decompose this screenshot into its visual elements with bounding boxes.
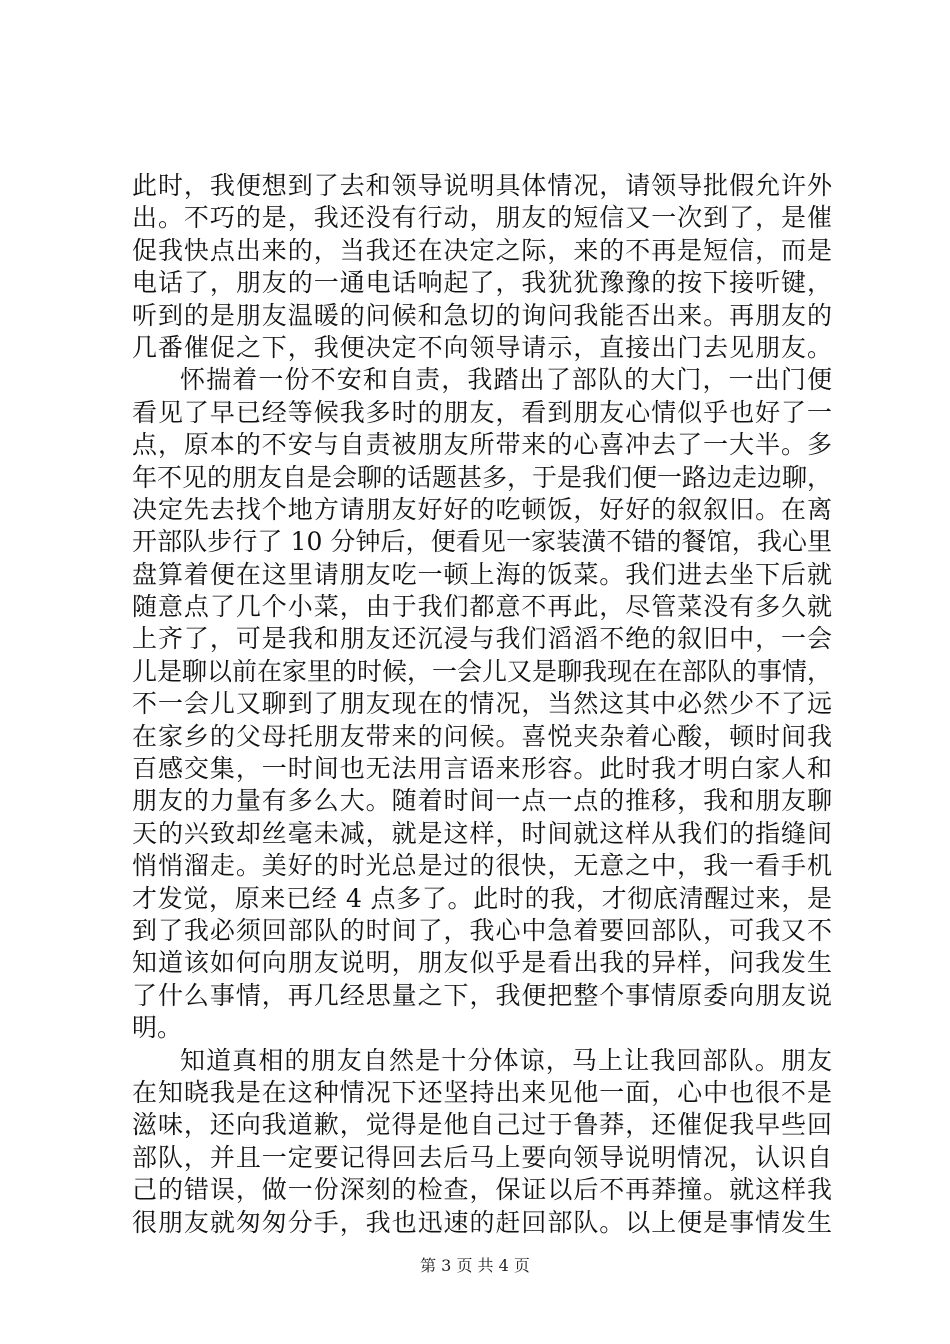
text-line: 年不见的朋友自是会聊的话题甚多，于是我们便一路边走边聊， bbox=[132, 462, 833, 492]
text-line: 知道该如何向朋友说明，朋友似乎是看出我的异样，问我发生 bbox=[132, 948, 832, 978]
text-line: 滋味，还向我道歉，觉得是他自己过于鲁莽，还催促我早些回 bbox=[132, 1110, 832, 1140]
text-line: 随意点了几个小菜，由于我们都意不再此，尽管菜没有多久就 bbox=[132, 592, 832, 622]
text-line: 到了我必须回部队的时间了，我心中急着要回部队，可我又不 bbox=[132, 915, 832, 945]
text-line: 出。不巧的是，我还没有行动，朋友的短信又一次到了，是催 bbox=[132, 203, 832, 233]
text-line: 盘算着便在这里请朋友吃一顿上海的饭菜。我们进去坐下后就 bbox=[132, 559, 832, 589]
page-number-footer: 第 3 页 共 4 页 bbox=[420, 1256, 530, 1275]
text-line: 看见了早已经等候我多时的朋友，看到朋友心情似乎也好了一 bbox=[132, 397, 832, 427]
text-line: 在家乡的父母托朋友带来的问候。喜悦夹杂着心酸，顿时间我 bbox=[132, 721, 832, 751]
paragraph-start-line: 怀揣着一份不安和自责，我踏出了部队的大门，一出门便 bbox=[180, 365, 832, 395]
text-line: 决定先去找个地方请朋友好好的吃顿饭，好好的叙叙旧。在离 bbox=[132, 494, 832, 524]
body-text bbox=[132, 170, 832, 1239]
text-line: 儿是聊以前在家里的时候，一会儿又是聊我现在在部队的事情， bbox=[132, 656, 833, 686]
text-line: 电话了，朋友的一通电话响起了，我犹犹豫豫的按下接听键， bbox=[132, 268, 832, 298]
text-line: 了什么事情，再几经思量之下，我便把整个事情原委向朋友说 bbox=[132, 980, 832, 1010]
paragraph-end-line: 明。 bbox=[132, 1013, 183, 1043]
text-line: 不一会儿又聊到了朋友现在的情况，当然这其中必然少不了远 bbox=[132, 689, 832, 719]
text-line: 百感交集，一时间也无法用言语来形容。此时我才明白家人和 bbox=[132, 754, 832, 784]
text-line: 几番催促之下，我便决定不向领导请示，直接出门去见朋友。 bbox=[132, 332, 832, 362]
text-line: 上齐了，可是我和朋友还沉浸与我们滔滔不绝的叙旧中，一会 bbox=[132, 624, 832, 654]
text-line: 此时，我便想到了去和领导说明具体情况，请领导批假允许外 bbox=[132, 171, 832, 200]
text-line: 开部队步行了 10 分钟后，便看见一家装潢不错的餐馆，我心里 bbox=[132, 527, 832, 557]
paragraph-start-line: 知道真相的朋友自然是十分体谅，马上让我回部队。朋友 bbox=[180, 1045, 832, 1075]
text-line: 才发觉，原来已经 4 点多了。此时的我，才彻底清醒过来，是 bbox=[132, 883, 832, 913]
text-line: 点，原本的不安与自责被朋友所带来的心喜冲去了一大半。多 bbox=[132, 430, 832, 460]
text-line: 悄悄溜走。美好的时光总是过的很快，无意之中，我一看手机 bbox=[132, 851, 832, 881]
text-line: 促我快点出来的，当我还在决定之际，来的不再是短信，而是 bbox=[132, 235, 832, 265]
text-line: 朋友的力量有多么大。随着时间一点一点的推移，我和朋友聊 bbox=[132, 786, 832, 816]
text-line: 部队，并且一定要记得回去后马上要向领导说明情况，认识自 bbox=[132, 1142, 832, 1172]
text-line: 天的兴致却丝毫未减，就是这样，时间就这样从我们的指缝间 bbox=[132, 818, 832, 848]
text-line: 很朋友就匆匆分手，我也迅速的赶回部队。以上便是事情发生 bbox=[132, 1207, 832, 1237]
text-line: 听到的是朋友温暖的问候和急切的询问我能否出来。再朋友的 bbox=[132, 300, 832, 330]
text-line: 己的错误，做一份深刻的检查，保证以后不再莽撞。就这样我 bbox=[132, 1175, 832, 1205]
text-line: 在知晓我是在这种情况下还坚持出来见他一面，心中也很不是 bbox=[132, 1077, 832, 1107]
